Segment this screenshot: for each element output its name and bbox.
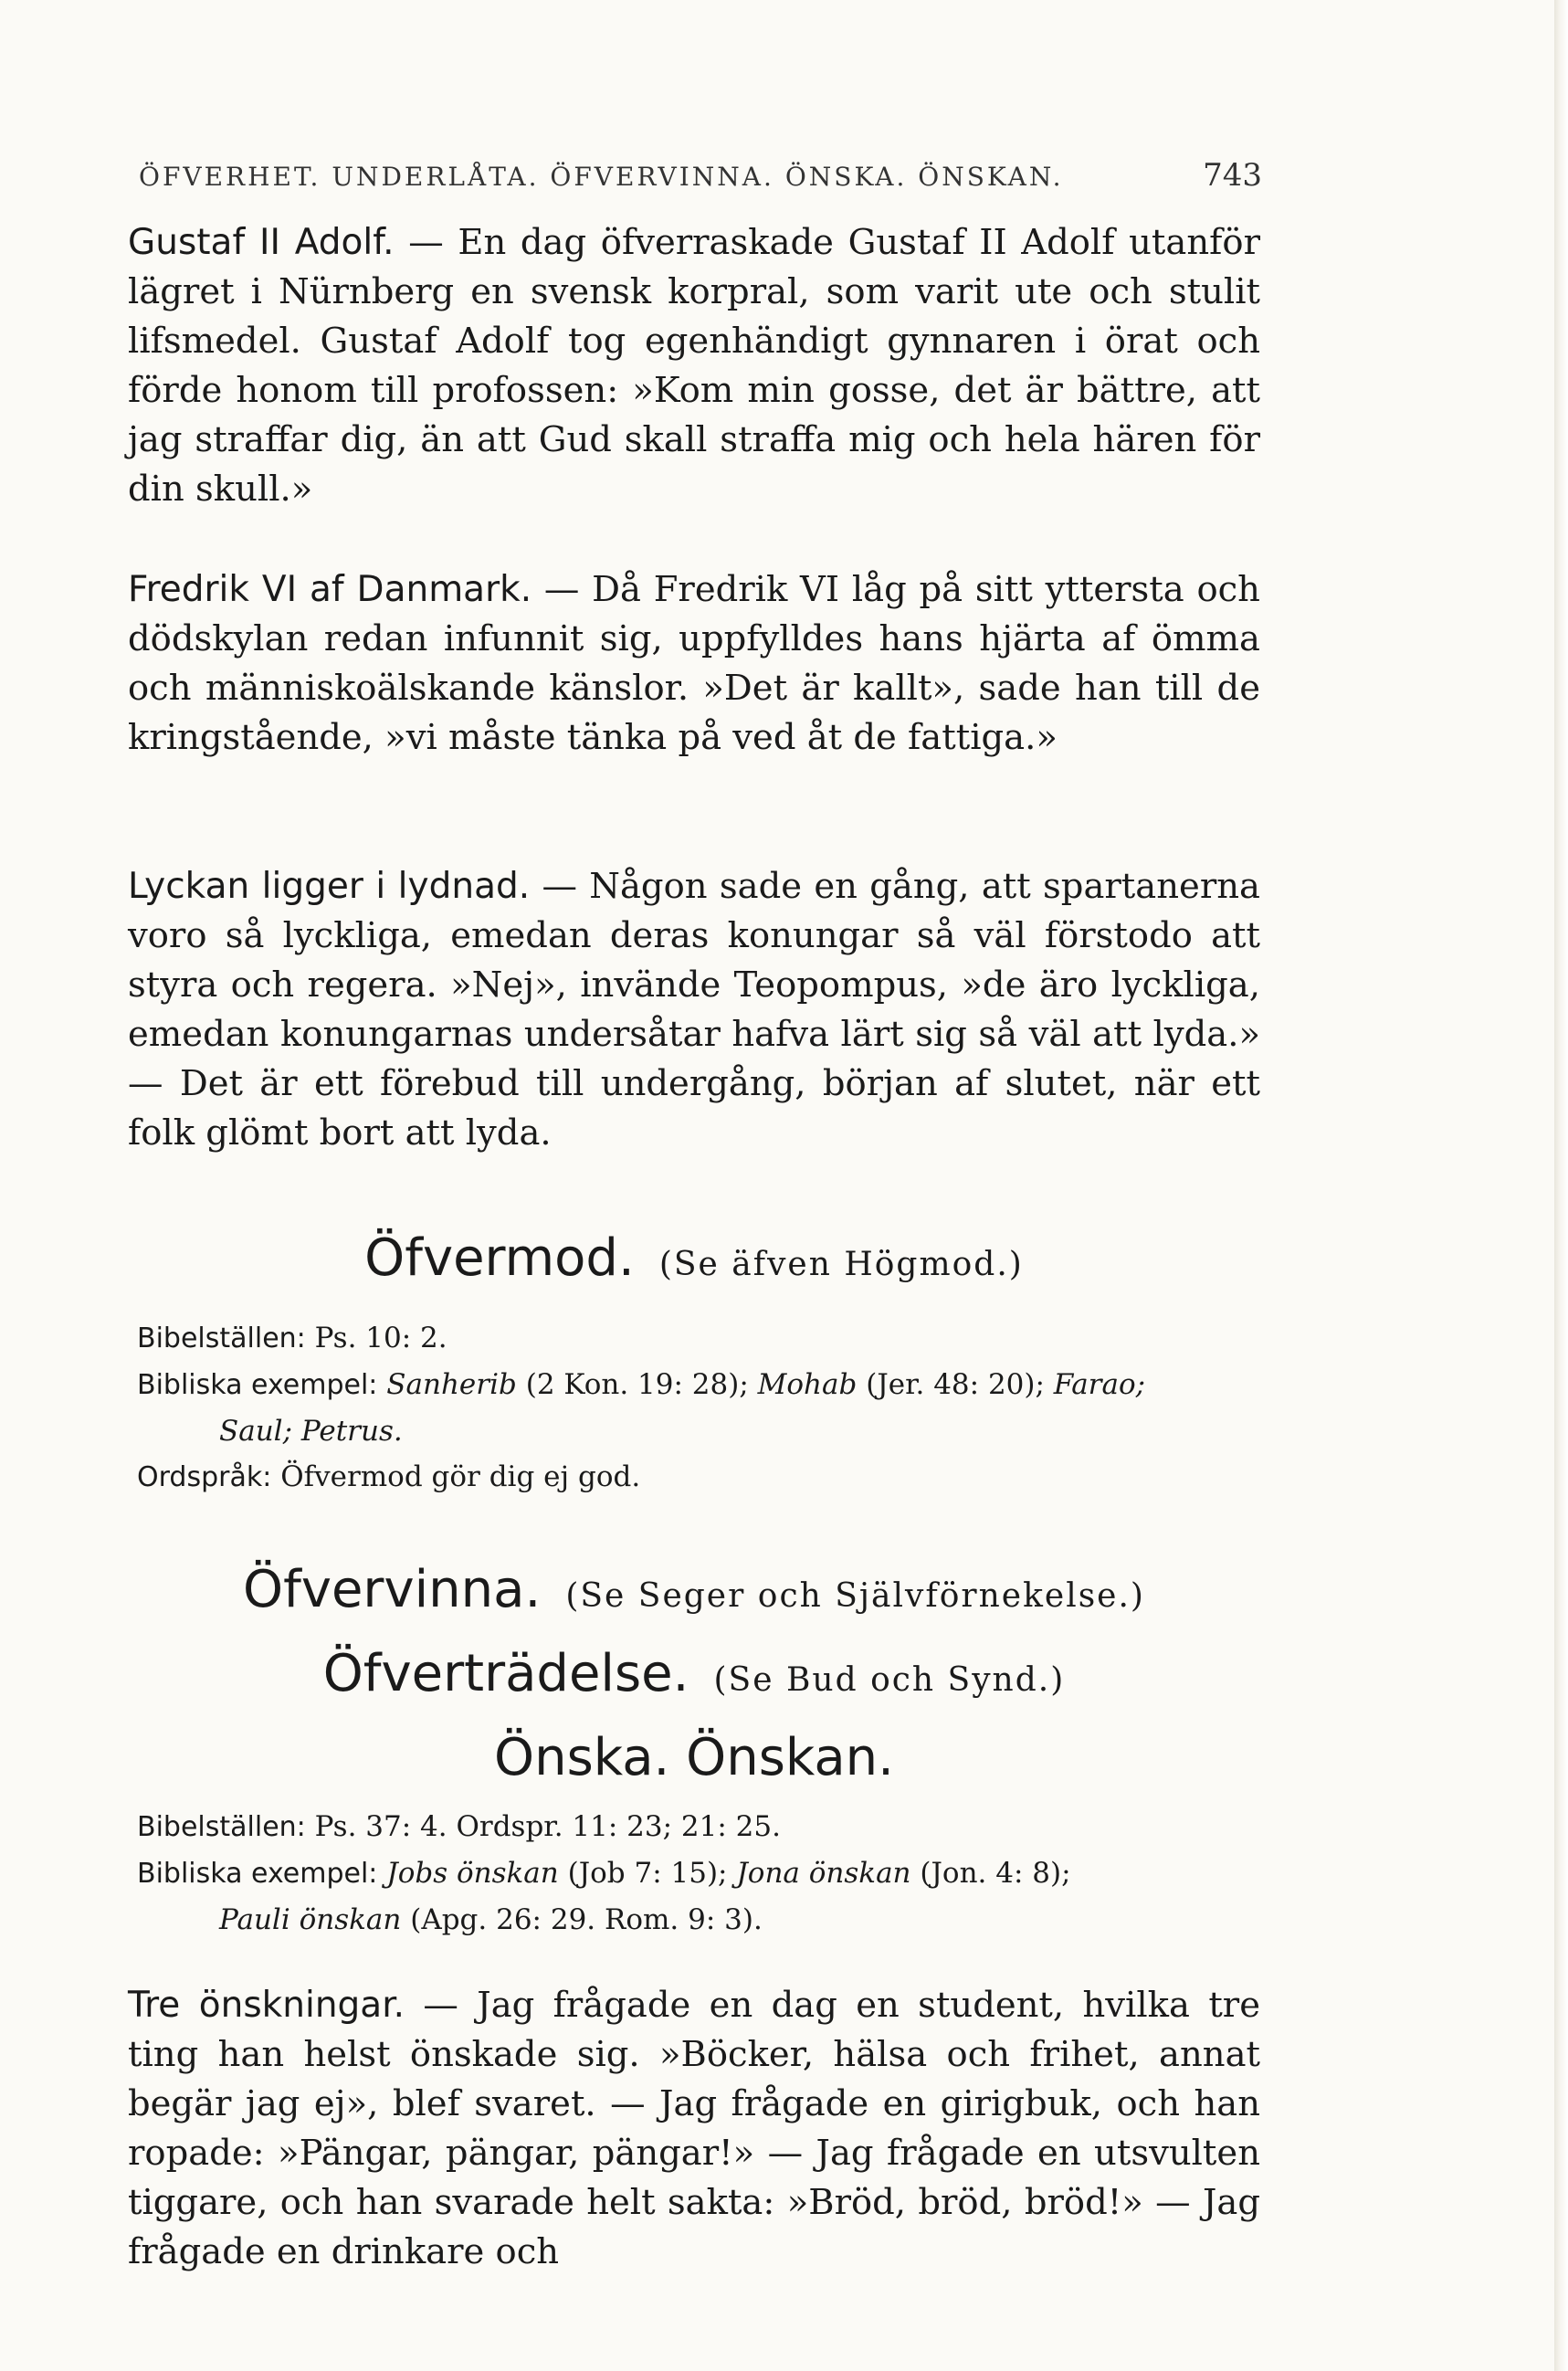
entry-tre (128, 1981, 1260, 2277)
exempel-name: Mohab (757, 1368, 858, 1401)
running-head: ÖFVERHET. UNDERLÅTA. ÖFVERVINNA. ÖNSKA. ÖNSKAN. (139, 162, 1064, 192)
exempel-ref: (Jon. 4: 8); (920, 1857, 1071, 1890)
entry-heading: Gustaf II Adolf. (128, 221, 395, 263)
ordsprak-line (137, 1454, 1269, 1501)
entry-text: — Jag frågade en dag en student, hvilka tre ting han helst önskade sig. »Böcker, hälsa och frihet, annat begär jag ej», blef svaret. — Jag frågade en girigbuk, och han ropade: »Pängar, pängar, pängar!» — Jag frågade en utsvulten tiggare, och han svarade helt sakta: »Bröd, bröd, bröd!» — Jag frågade en drinkare och (128, 1984, 1260, 2272)
exempel-name: Saul; Petrus. (219, 1415, 403, 1448)
exempel-name: Jobs önskan (386, 1857, 559, 1890)
entry-lyckan (128, 862, 1260, 1158)
bibel-line (137, 1315, 1269, 1362)
section-ofvermod-title (128, 1228, 1260, 1288)
section-title: Önska. Önskan. (494, 1728, 894, 1787)
bibel-label: Bibelställen: (137, 1322, 306, 1354)
onska-references (137, 1804, 1269, 1943)
entry-heading: Tre önskningar. (128, 1984, 405, 2026)
entry-text: — Då Fredrik VI låg på sitt yttersta och dödskylan redan infunnit sig, uppfylldes hans hjärta af ömma och människoälskande känslor. »Det är kallt», sade han till de kringstående, »vi måste tänka på ved åt de fattiga.» (128, 568, 1260, 758)
exempel-line-continued (137, 1408, 1269, 1454)
section-title: Öfvervinna. (243, 1560, 542, 1619)
section-onska-title (128, 1728, 1260, 1787)
exempel-ref: (Job 7: 15); (567, 1857, 728, 1890)
ordsprak-label: Ordspråk: (137, 1461, 272, 1493)
exempel-label: Bibliska exempel: (137, 1858, 378, 1890)
exempel-ref: (2 Kon. 19: 28); (525, 1368, 749, 1401)
cross-reference: (Se Seger och Självförnekelse.) (565, 1577, 1145, 1615)
exempel-name: Sanherib (386, 1368, 517, 1401)
entry-text: — En dag öfverraskade Gustaf II Adolf utanför lägret i Nürnberg en svensk korpral, som varit ute och stulit lifsmedel. Gustaf Adolf tog egenhändigt gynnaren i örat och förde honom till profossen: »Kom min gosse, det är bättre, att jag straffar dig, än att Gud skall straffa mig och hela hären för din skull.» (128, 221, 1260, 510)
entry-fredrik (128, 565, 1260, 763)
entry-gustaf (128, 218, 1260, 514)
exempel-name: Jona önskan (736, 1857, 911, 1890)
section-ofvertradelse-title (128, 1644, 1260, 1703)
entry-text: — Någon sade en gång, att spartanerna voro så lyckliga, emedan deras konungar så väl förstodo att styra och regera. »Nej», invände Teopompus, »de äro lyckliga, emedan konungarnas undersåtar hafva lärt sig så väl att lyda.» — Det är ett förebud till undergång, början af slutet, när ett folk glömt bort att lyda. (128, 865, 1260, 1154)
bibel-line (137, 1804, 1269, 1850)
cross-reference: (Se Bud och Synd.) (713, 1661, 1066, 1699)
page-edge (1554, 0, 1568, 2371)
page-header (139, 157, 1262, 194)
bibel-text: Ps. 10: 2. (314, 1322, 447, 1354)
entry-heading: Fredrik VI af Danmark. (128, 568, 532, 610)
cross-reference: (Se äfven Högmod.) (658, 1246, 1024, 1283)
exempel-label: Bibliska exempel: (137, 1369, 378, 1401)
exempel-line (137, 1362, 1269, 1408)
section-title: Öfvermod. (364, 1228, 635, 1288)
exempel-line (137, 1850, 1269, 1897)
exempel-ref: (Apg. 26: 29. Rom. 9: 3). (410, 1903, 763, 1936)
section-title: Öfverträdelse. (322, 1644, 689, 1703)
exempel-line-continued (137, 1897, 1269, 1943)
ofvermod-references (137, 1315, 1269, 1501)
exempel-name: Pauli önskan (219, 1903, 402, 1936)
entry-heading: Lyckan ligger i lydnad. (128, 865, 531, 907)
bibel-text: Ps. 37: 4. Ordspr. 11: 23; 21: 25. (314, 1810, 781, 1843)
page-number: 743 (1203, 157, 1262, 194)
bibel-label: Bibelställen: (137, 1811, 306, 1843)
exempel-ref: (Jer. 48: 20); (866, 1368, 1045, 1401)
ordsprak-text: Öfvermod gör dig ej god. (280, 1460, 641, 1493)
section-ofvervinna-title (128, 1560, 1260, 1619)
exempel-name: Farao; (1053, 1368, 1146, 1401)
